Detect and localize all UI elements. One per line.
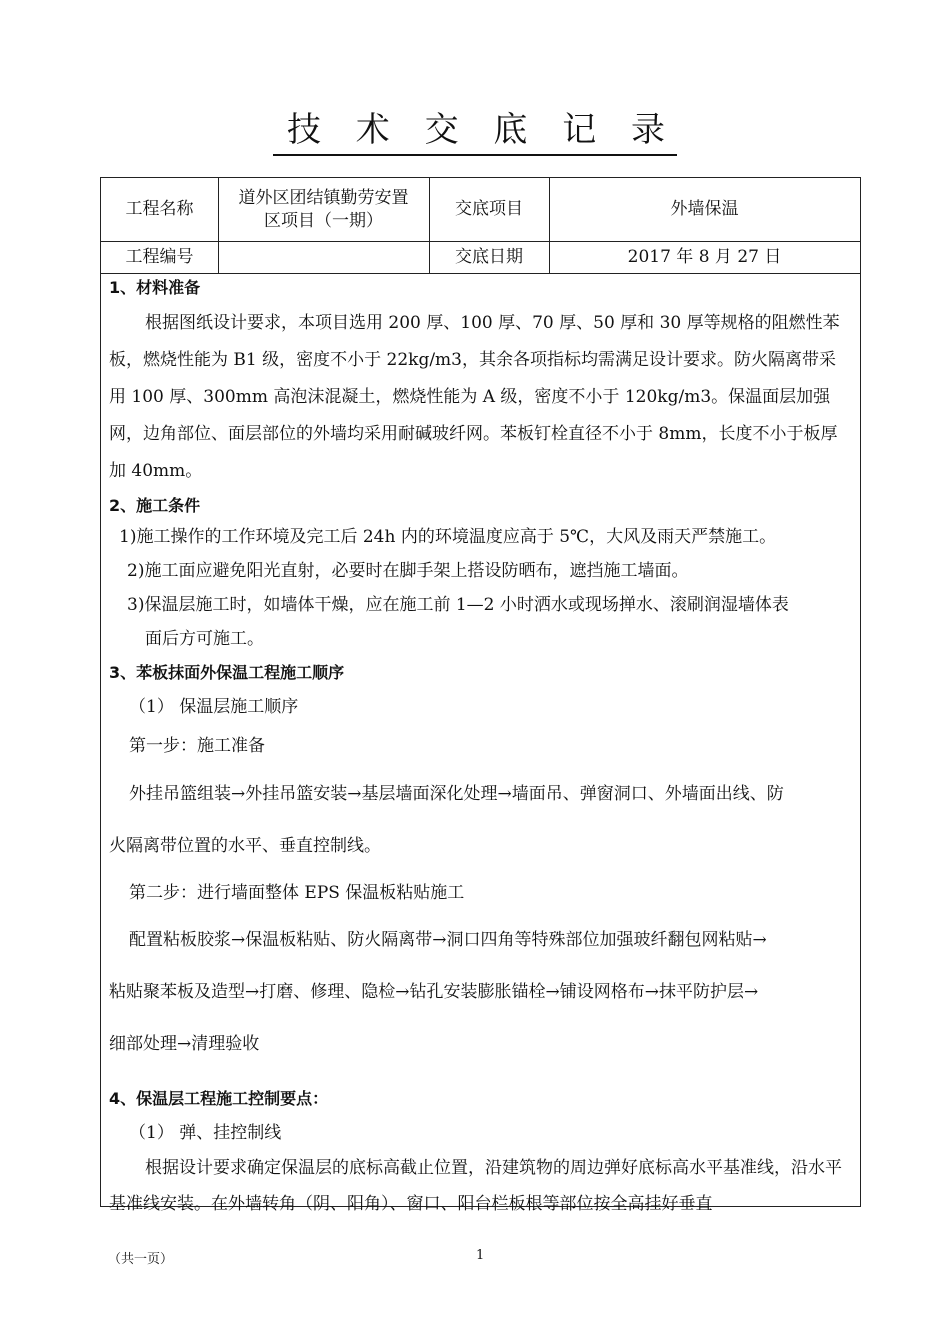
subheading: （1） 弹、挂控制线 bbox=[129, 1123, 282, 1143]
page-number: 1 bbox=[476, 1248, 485, 1263]
list-item: 3)保温层施工时，如墙体干燥，应在施工前 1—2 小时洒水或现场掸水、滚刷润湿墙体表 bbox=[127, 595, 789, 615]
item-value: 外墙保温 bbox=[670, 199, 739, 219]
project-name-line: 区项目（一期） bbox=[264, 210, 383, 231]
step-title: 第一步：施工准备 bbox=[129, 736, 265, 756]
paragraph: 根据设计要求确定保温层的底标高截止位置，沿建筑物的周边弹好底标高水平基准线，沿水平基准线安装。在外墙转角（阴、阳角）、窗口、阳台栏板根等部位按全高挂好垂直 bbox=[109, 1158, 842, 1214]
list-item: 面后方可施工。 bbox=[145, 629, 264, 649]
list-item: 1)施工操作的工作环境及完工后 24h 内的环境温度应高于 5℃，大风及雨天严禁施工。 bbox=[119, 527, 777, 547]
step-line: 粘贴聚苯板及造型→打磨、修理、隐检→钻孔安装膨胀锚栓→铺设网格布→抹平防护层→ bbox=[109, 982, 759, 1002]
project-name-label: 工程名称 bbox=[125, 199, 194, 219]
date-label: 交底日期 bbox=[455, 246, 523, 267]
step-line: 火隔离带位置的水平、垂直控制线。 bbox=[109, 836, 381, 856]
subheading: （1） 保温层施工顺序 bbox=[129, 697, 299, 717]
date-value: 2017 年 8 月 27 日 bbox=[627, 246, 782, 267]
step-title: 第二步：进行墙面整体 EPS 保温板粘贴施工 bbox=[129, 883, 465, 903]
section-heading: 2、施工条件 bbox=[109, 496, 201, 515]
content-body bbox=[101, 273, 860, 1222]
step-line: 细部处理→清理验收 bbox=[109, 1034, 260, 1054]
step-line: 外挂吊篮组装→外挂吊篮安装→基层墙面深化处理→墙面吊、弹窗洞口、外墙面出线、防 bbox=[129, 784, 784, 804]
section-heading: 3、苯板抹面外保温工程施工顺序 bbox=[109, 663, 345, 682]
item-label: 交底项目 bbox=[455, 199, 523, 219]
paragraph: 根据图纸设计要求，本项目选用 200 厚、100 厚、70 厚、50 厚和 30 厚等规格的阻燃性苯板，燃烧性能为 B1 级，密度不小于 22kg/m3，其余各项指标均需满足设计要求。防火隔离带采用 100 厚、300mm 高泡沫混凝土，燃烧性能为 A 级，密度不小于 120kg/m3。保温面层加强网，边角部位、面层部位的外墙均采用耐碱玻纤网。苯板钉栓直径不小于 8mm，长度不小于板厚加 40mm。 bbox=[109, 313, 840, 481]
project-name-line: 道外区团结镇勤劳安置 bbox=[238, 187, 409, 208]
list-item: 2)施工面应避免阳光直射，必要时在脚手架上搭设防晒布，遮挡施工墙面。 bbox=[127, 561, 689, 581]
document-title: 技 术 交 底 记 录 bbox=[0, 102, 950, 151]
project-no-value bbox=[218, 241, 429, 273]
section-heading: 4、保温层工程施工控制要点： bbox=[109, 1089, 329, 1108]
project-no-label: 工程编号 bbox=[125, 246, 194, 267]
project-name-value bbox=[218, 178, 429, 241]
section-heading: 1、材料准备 bbox=[109, 278, 201, 297]
page-count: （共一页） bbox=[108, 1252, 174, 1267]
record-sheet bbox=[100, 177, 861, 1214]
step-line: 配置粘板胶浆→保温板粘贴、防火隔离带→洞口四角等特殊部位加强玻纤翻包网粘贴→ bbox=[129, 930, 767, 950]
